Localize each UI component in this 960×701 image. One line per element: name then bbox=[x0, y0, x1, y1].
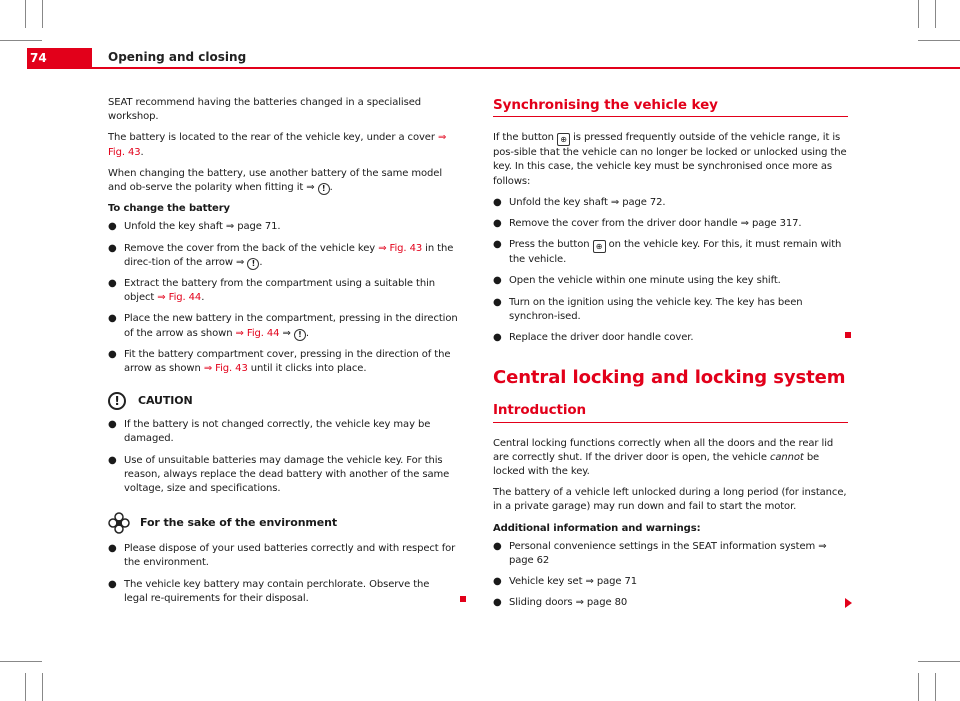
crop-mark bbox=[935, 0, 936, 28]
bullet-icon: ● bbox=[493, 296, 502, 308]
text: until it clicks into place. bbox=[247, 363, 367, 375]
list-item-text: If the battery is not changed correctly, the vehicle key may be damaged. bbox=[124, 419, 431, 445]
list-item bbox=[108, 312, 463, 340]
page-number: 74 bbox=[27, 48, 92, 69]
emphasis: cannot bbox=[769, 451, 804, 463]
text: on the vehicle key. For this, it must remain with the vehicle. bbox=[509, 239, 842, 266]
key-button-icon: ⊕ bbox=[593, 240, 606, 253]
crop-mark bbox=[918, 0, 919, 28]
figure-link[interactable]: ⇒ Fig. 43 bbox=[108, 132, 447, 158]
list-item bbox=[493, 296, 848, 324]
bullet-icon: ● bbox=[493, 196, 502, 208]
list-item-text bbox=[509, 238, 848, 267]
list-item-text bbox=[124, 277, 463, 305]
list-item-text: Remove the cover from the driver door handle ⇒ page 317. bbox=[509, 218, 802, 230]
crop-mark bbox=[42, 0, 43, 28]
section-title: Introduction bbox=[493, 402, 587, 419]
list-item-text bbox=[124, 242, 463, 270]
list-item-text: Use of unsuitable batteries may damage the vehicle key. For this reason, always replace the dead battery with another of the same voltage, size and specifications. bbox=[124, 454, 450, 495]
text: . bbox=[140, 146, 144, 158]
list-item bbox=[493, 575, 848, 589]
list-item bbox=[108, 348, 463, 376]
crop-mark bbox=[25, 673, 26, 701]
key-button-icon: ⊕ bbox=[557, 133, 570, 146]
list-item-text: Open the vehicle within one minute using the key shift. bbox=[509, 275, 781, 287]
bullet-icon: ● bbox=[108, 242, 117, 254]
bullet-icon: ● bbox=[493, 239, 502, 251]
list-item bbox=[493, 540, 848, 568]
paragraph bbox=[108, 167, 463, 195]
section-title: Synchronising the vehicle key bbox=[493, 97, 718, 113]
list-item bbox=[108, 542, 463, 570]
text: . bbox=[329, 182, 333, 194]
text: When changing the battery, use another battery of the same model and ob-serve the polarity when fitting it ⇒ bbox=[108, 167, 443, 194]
list-item bbox=[108, 418, 463, 446]
crop-mark bbox=[918, 661, 960, 662]
list-item bbox=[493, 238, 848, 267]
crop-mark bbox=[918, 40, 960, 41]
paragraph bbox=[493, 131, 848, 189]
bullet-icon: ● bbox=[493, 576, 502, 588]
text: be locked with the key. bbox=[493, 451, 820, 478]
crop-mark bbox=[0, 40, 42, 41]
bullet-icon: ● bbox=[108, 348, 117, 360]
bullet-icon: ● bbox=[108, 313, 117, 325]
bullet-icon: ● bbox=[108, 221, 117, 233]
chapter-title: Central locking and locking system bbox=[493, 367, 846, 389]
text: in the direc-tion of the arrow ⇒ bbox=[124, 242, 454, 268]
paragraph bbox=[108, 131, 463, 159]
list-item-text: Vehicle key set ⇒ page 71 bbox=[509, 576, 638, 588]
text: Central locking functions correctly when all the doors and the rear lid are correctly shut. If the driver door is open, the vehicle bbox=[493, 437, 834, 463]
warning-icon[interactable]: ! bbox=[294, 329, 306, 341]
header-rule bbox=[92, 67, 960, 69]
list-item-text: The vehicle key battery may contain perchlorate. Observe the legal re-quirements for their disposal. bbox=[124, 578, 430, 604]
crop-mark bbox=[935, 673, 936, 701]
list-item bbox=[108, 220, 463, 234]
end-of-section-mark bbox=[845, 332, 851, 338]
section-rule bbox=[493, 422, 848, 423]
bullet-icon: ● bbox=[108, 454, 117, 466]
text: If the button bbox=[493, 132, 558, 144]
text: The battery is located to the rear of the vehicle key, under a cover bbox=[108, 132, 438, 144]
continue-arrow-icon[interactable] bbox=[845, 598, 852, 608]
bullet-icon: ● bbox=[493, 597, 502, 609]
list-item-text: Unfold the key shaft ⇒ page 72. bbox=[509, 196, 666, 208]
crop-mark bbox=[42, 673, 43, 701]
list-item bbox=[493, 196, 848, 210]
list-item bbox=[108, 454, 463, 497]
bullet-icon: ● bbox=[108, 543, 117, 555]
text: Extract the battery from the compartment using a suitable thin object bbox=[124, 278, 436, 304]
section-rule bbox=[493, 116, 848, 117]
text: ⇒ bbox=[279, 327, 294, 339]
environment-title: For the sake of the environment bbox=[140, 516, 338, 530]
bullet-icon: ● bbox=[493, 540, 502, 552]
subheading: Additional information and warnings: bbox=[493, 522, 701, 534]
bullet-icon: ● bbox=[108, 278, 117, 290]
crop-mark bbox=[918, 673, 919, 701]
bullet-icon: ● bbox=[493, 275, 502, 287]
list-item-text: Turn on the ignition using the vehicle key. The key has been synchron-ised. bbox=[509, 296, 803, 322]
list-item bbox=[493, 331, 848, 345]
warning-icon[interactable]: ! bbox=[247, 258, 259, 270]
list-item bbox=[108, 578, 463, 606]
figure-link[interactable]: ⇒ Fig. 43 bbox=[203, 363, 248, 375]
text: Press the button bbox=[509, 239, 593, 251]
figure-link[interactable]: ⇒ Fig. 43 bbox=[378, 242, 423, 254]
list-item-text: Replace the driver door handle cover. bbox=[509, 332, 694, 344]
figure-link[interactable]: ⇒ Fig. 44 bbox=[157, 292, 202, 304]
paragraph bbox=[493, 437, 848, 480]
right-column bbox=[493, 98, 848, 618]
page-header-title: Opening and closing bbox=[108, 50, 247, 64]
text: Place the new battery in the compartment, pressing in the direction of the arrow as shown bbox=[124, 313, 458, 339]
text: Fit the battery compartment cover, pressing in the direction of the arrow as shown bbox=[124, 348, 451, 375]
list-item-text bbox=[124, 348, 463, 376]
text: is pressed frequently outside of the vehicle range, it is pos-sible that the vehicle can no longer be locked or unlocked using the key. In this case, the vehicle key must be synchronised once more as follows: bbox=[493, 132, 847, 187]
end-of-section-mark bbox=[460, 596, 466, 602]
text: Remove the cover from the back of the vehicle key bbox=[124, 242, 379, 254]
list-item-text: Personal convenience settings in the SEAT information system ⇒ page 62 bbox=[509, 540, 827, 567]
list-item-text: Sliding doors ⇒ page 80 bbox=[509, 597, 628, 609]
bullet-icon: ● bbox=[493, 218, 502, 230]
list-item bbox=[108, 242, 463, 270]
subheading: To change the battery bbox=[108, 203, 230, 215]
list-item-text: Please dispose of your used batteries correctly and with respect for the environment. bbox=[124, 543, 456, 569]
text: . bbox=[201, 292, 205, 304]
text: . bbox=[305, 327, 309, 339]
list-item bbox=[493, 596, 848, 610]
list-item bbox=[493, 274, 848, 288]
bullet-icon: ● bbox=[108, 419, 117, 431]
caution-heading bbox=[108, 392, 463, 410]
list-item bbox=[108, 277, 463, 305]
caution-title: CAUTION bbox=[138, 394, 193, 408]
text: . bbox=[259, 256, 263, 268]
caution-icon: ! bbox=[108, 392, 126, 410]
environment-heading bbox=[108, 512, 463, 534]
flower-icon bbox=[108, 512, 130, 534]
bullet-icon: ● bbox=[108, 578, 117, 590]
paragraph: SEAT recommend having the batteries changed in a specialised workshop. bbox=[108, 97, 422, 123]
figure-link[interactable]: ⇒ Fig. 44 bbox=[235, 327, 280, 339]
crop-mark bbox=[0, 661, 42, 662]
left-column bbox=[108, 96, 463, 613]
crop-mark bbox=[25, 0, 26, 28]
list-item bbox=[493, 217, 848, 231]
bullet-icon: ● bbox=[493, 332, 502, 344]
warning-icon[interactable]: ! bbox=[318, 183, 330, 195]
paragraph: The battery of a vehicle left unlocked during a long period (for instance, in a private garage) may run down and fail to start the motor. bbox=[493, 487, 847, 513]
list-item-text: Unfold the key shaft ⇒ page 71. bbox=[124, 221, 281, 233]
list-item-text bbox=[124, 312, 463, 340]
